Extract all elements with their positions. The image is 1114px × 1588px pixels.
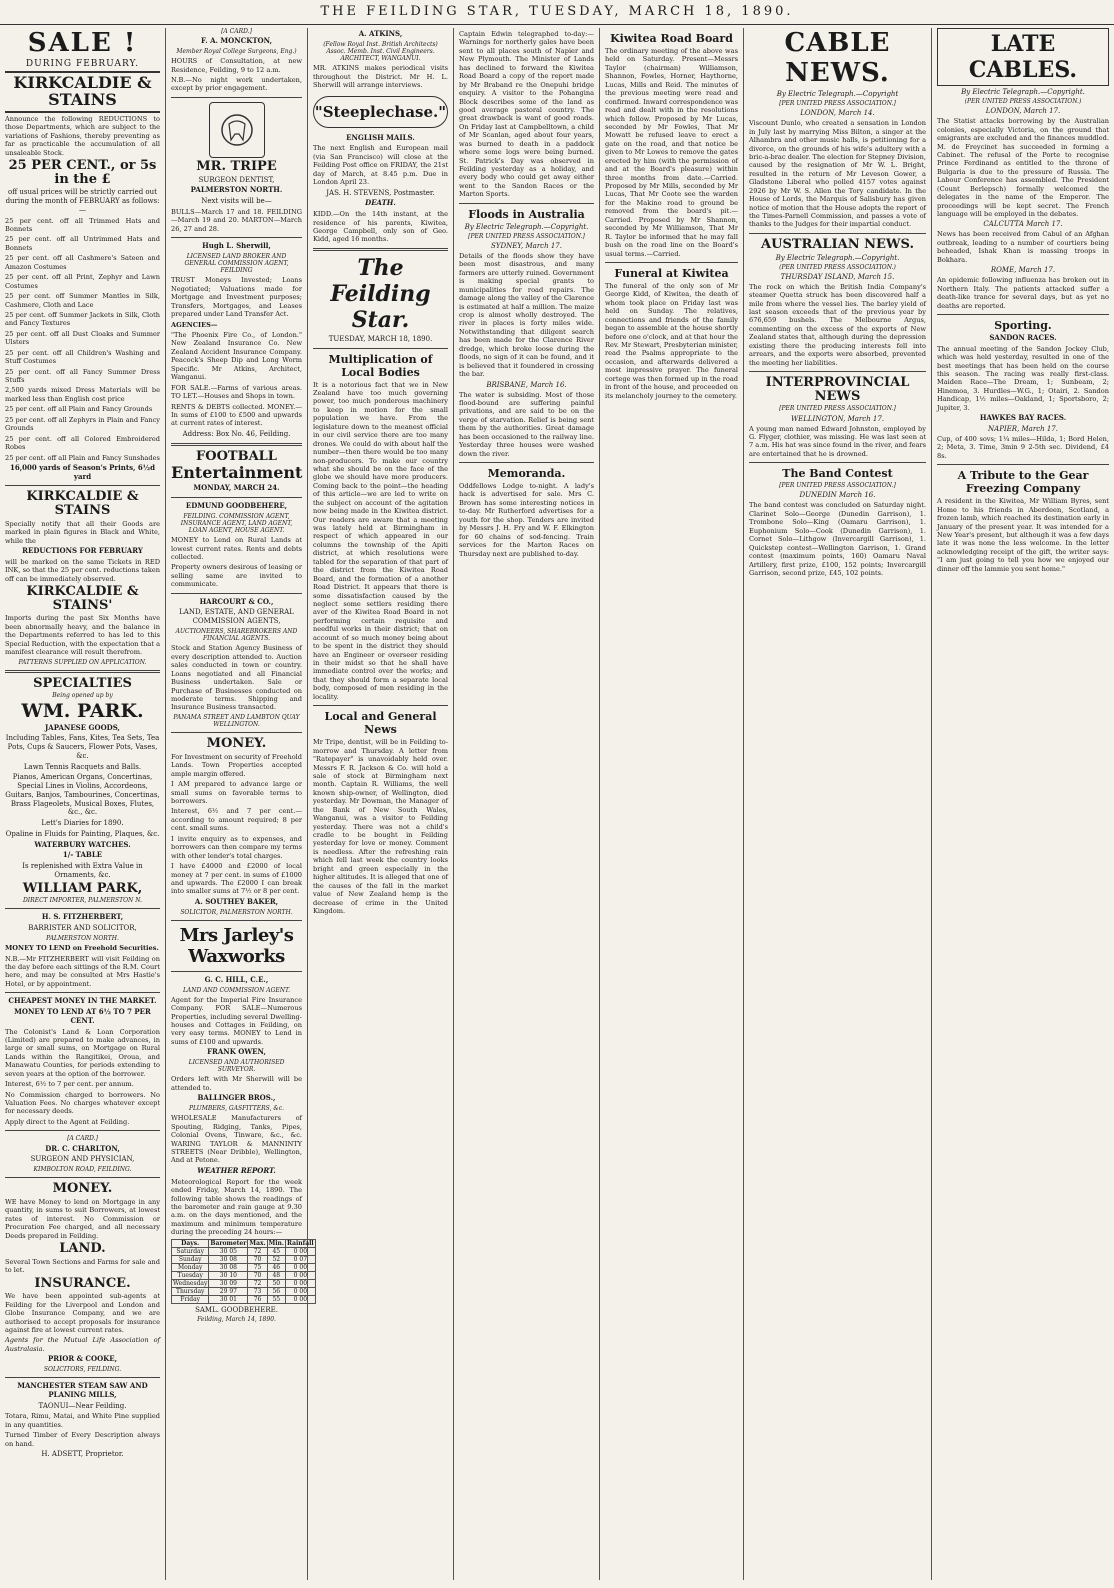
reduction-item: 25 per cent. off all Untrimmed Hats and Bonnets [5, 235, 160, 252]
postmaster-line: JAS. H. STEVENS, Postmaster. [326, 188, 435, 197]
memoranda-body: Oddfellows Lodge to-night. A lady's hack is advertised for sale. Mrs C. Brown has some interesting notices in to-day. Mr Rutherford advertises for a youth for the shop. Tenders are invited by Messrs J. H. Fry and W. F. Elkington for 60 chains of sod-fencing. Train services for the Marton Races on Thursday next are published to-day. [459, 482, 594, 558]
harcourt-sub: AUCTIONEERS, SHAREBROKERS AND FINANCIAL AGENTS. [175, 627, 298, 643]
interest-line: Interest, 6½ to 7 per cent. per annum. [5, 1080, 134, 1089]
lead-article-body: It is a notorious fact that we in New Zealand have too much governing power, too much ponderous machinery to keep in motion for the small population we have. From the legislature down to the meanest official in our civil service there are too many drones. We could do with about half the number—then there would be too many non-producers. To make our country what she should be on the face of the globe we should have more producers. Coming back to the point—the heading of this article—we are led to write on the subject on account of the agitation now being made in the Kiwitea district. Our readers are aware that a meeting was lately held at Birmingham in respect of which appeared in our columns the township of the Apiti district, at which resolutions were tabled for the separation of that part of the district from the Kiwitea Road Board, and the formation of a another Road District. It appears that there is some dissatisfaction caused by the neglect some settlers residing there aver of the Kiwitea Road Board in not performing certain requisite and needful works in their district; that on account of so much money being about to be spent in the district they should have an Engineer or overseer residing in their midst so that he shall have immediate control over the works; and that they should form a separate local body, composed of men residing in the locality. [313, 380, 448, 701]
australian-press: (PER UNITED PRESS ASSOCIATION.) [779, 263, 896, 271]
interprovincial-press: [PER UNITED PRESS ASSOCIATION.] [779, 405, 896, 413]
weather-row [172, 1263, 316, 1271]
late-body: The Statist attacks borrowing by the Australian colonies, especially Victoria, on the ground that emigrants are excluded and the finances muddled. M. de Freycinet has succeeded in forming a Cabinet. The refusal of the Porte to recognise Prince Ferdinand as entitled to the throne of Bulgaria is due to the pressure of Russia. The Labour Conference has assembled. The President (Count Berlepsch) formally welcomed the delegates in the name of the Emperor. The proceedings will be kept secret. The French language will be employed in the debates. [937, 117, 1109, 218]
weather-table [171, 1239, 316, 1304]
kiwitea-body: The ordinary meeting of the above was held on Saturday. Present—Messrs Taylor (chairman) Williamson, Shannon, Fowles, Horner, Haythorne, Lucas, Mills and Reid. The minutes of the previous meeting were read and confirmed. Inward correspondence was read and dealt with in the resolutions which follow. Proposed by Mr Lucas, seconded by Mr Fowles, That Mr Mowatt be refused leave to erect a gate on the road, and that notice be given to Mr Lowes to remove the gates erected by him (with the permission of and at the Board's pleasure) within three months from date.—Carried. Proposed by Mr Mills, seconded by Mr Lucas, That Mr Coote see the warden for the Makino road to ground be removed from the board's pit.—Carried. Proposed by Mr Shannon, seconded by Mr Williamson, That Mr R. Taylor be informed that he may fall bush on the road line on the Board's usual terms.—Carried. [605, 47, 738, 258]
owen-name: FRANK OWEN, [207, 1047, 266, 1057]
sherwill-name: Hugh L. Sherwill, [202, 241, 271, 251]
australian-body: The rock on which the British India Company's steamer Quetta struck has been discovered half a mile from where the vessel lies. The barley yield of last season exceeds that of the previous year by 676,659 bushels. The Melbourne Argus, commenting on the excess of the exports of New Zealand states that, although during the depression existing there the producing interests fell into arrears, and the exports were absorbed, prevented the meeting her liabilities. [749, 282, 926, 367]
rents-line: RENTS & DEBTS collected. MONEY.—In sums of £100 to £500 and upwards at current rates of interest. [171, 402, 302, 428]
reduction-item: 2,500 yards mixed Dress Materials will be marked less than English cost price [5, 386, 160, 403]
sale-title: SALE ! [27, 28, 138, 58]
park-name: WM. PARK. [21, 699, 144, 722]
kirkcaldie-body-3: Imports during the past Six Months have been abnormally heavy, and the balance in the Departments referred to has led to this Special Reduction, with the expectation that a manifest clearance will result therefrom. [5, 614, 161, 657]
weather-row [172, 1279, 316, 1287]
weather-cell: Monday [172, 1263, 209, 1271]
colonist-body: The Colonist's Land & Loan Corporation (Limited) are prepared to make advances, in large or small sums, on Mortgage on Rural Lands within the Rangitikei, Oroua, and Manawatu Counties, for periods extending to seven years at the option of the borrower. [5, 1027, 160, 1078]
weather-cell: 46 [267, 1263, 285, 1271]
weather-cell: 30 08 [209, 1263, 248, 1271]
floods-title: Floods in Australia [468, 207, 585, 221]
william-park: WILLIAM PARK, [22, 880, 143, 896]
atkins-role: (Fellow Royal Inst. British Architects) Assoc. Memb. Inst. Civil Engineers. ARCHITECT, WANGANUI. [323, 40, 438, 63]
hill-role: LAND AND COMMISSION AGENT. [182, 986, 291, 994]
prior-role: SOLICITORS, FEILDING. [43, 1366, 122, 1373]
percent-note: off usual prices will be strictly carried out during the month of FEBRUARY as follows:— [5, 188, 160, 214]
weather-cell: 30 01 [209, 1295, 248, 1303]
fitzherbert-role: BARRISTER AND SOLICITOR, [28, 924, 137, 933]
mails-title: ENGLISH MAILS. [346, 132, 415, 142]
floods-byline: By Electric Telegraph.—Copyright. [464, 222, 589, 231]
for-sale: FOR SALE.—Farms of various areas. TO LET.—Houses and Shops in town. [171, 383, 302, 401]
sporting-title: Sporting. [994, 318, 1052, 332]
kirkcaldie-title-3: KIRKCALDIE & STAINS' [26, 584, 139, 613]
prepared-line: I AM prepared to advance large or small sums on favorable terms to borrowers. [171, 780, 302, 806]
paper-date: TUESDAY, MARCH 18, 1890. [328, 334, 433, 343]
specialties-sub: Being opened up by [52, 692, 113, 700]
patterns-note: PATTERNS SUPPLIED ON APPLICATION. [18, 658, 147, 666]
weather-cell: 29 97 [209, 1287, 248, 1295]
tripe-visits: BULLS—March 17 and 18. FEILDING—March 19 and 20. MARTON—March 26, 27 and 28. [171, 207, 302, 233]
calcutta-body: News has been received from Cabul of an Afghan outbreak, leading to a number of courtiers being beheaded, Ishak Khan is massing troops in Bokhara. [937, 230, 1109, 264]
harcourt-body: Stock and Station Agency Business of every description attended to. Auction sales conducted in town or country. Loans negotiated and all Financial Business undertaken. Sale or Purchase of Businesses conducted on moderate terms. Shipping and Insurance Business transacted. [171, 644, 302, 712]
weather-cell: 30 09 [209, 1279, 248, 1287]
steeplechase-banner: "Steeplechase." [313, 96, 448, 128]
hill-name: G. C. HILL, C.E., [204, 974, 269, 984]
prints-line: 16,000 yards of Season's Prints, 6½d yard [10, 462, 155, 481]
agents-line: Agents for the Mutual Life Association of Australasia. [5, 1336, 160, 1353]
brisbane-dateline: BRISBANE, March 16. [486, 380, 567, 389]
band-dateline: DUNEDIN March 16. [799, 491, 876, 500]
reduction-item: 25 per cent. off all Trimmed Hats and Bonnets [5, 216, 160, 234]
weather-cell: 76 [248, 1295, 267, 1303]
sandon-body: The annual meeting of the Sandon Jockey Club, which was held yesterday, resulted in one of the best meetings that has been held on the course this season. The racing was really first-class. Maiden Race—The Dream, 1; Sunbeam, 2; Hinemoa, 3. Hurdles—W.G., 1; Otairi, 2. Sandon Handicap, 1½ miles—Oakland, 1; Sportsboro, 2; Jupiter, 3. [937, 344, 1109, 412]
australian-dateline: THURSDAY ISLAND, March 15. [780, 272, 895, 281]
mails-body: The next English and European mail (via San Francisco) will close at the Feilding Post office on FRIDAY, the 21st day of March, at 8.45 p.m. Due in London April 23. [313, 144, 448, 187]
football-title: FOOTBALL [196, 448, 277, 464]
weather-cell: 0 00 [286, 1279, 316, 1287]
weather-cell: 0 00 [286, 1287, 316, 1295]
weather-cell: 45 [267, 1247, 285, 1255]
australian-byline: By Electric Telegraph.—Copyright. [775, 253, 900, 262]
entertainment-title: Entertainment [171, 463, 303, 483]
reduction-item: 25 per cent. off Summer Jackets in Silk, Cloth and Fancy Textures [5, 310, 160, 328]
goodbehere-role: FEILDING. COMMISSION AGENT, INSURANCE AGENT, LAND AGENT, LOAN AGENT, HOUSE AGENT. [180, 512, 293, 534]
insurance-title: INSURANCE. [34, 1275, 131, 1291]
fitzherbert-place: PALMERSTON NORTH. [46, 934, 119, 942]
reduction-item: 25 per cent. off all Cashmere's Sateen and Amazon Costumes [5, 254, 160, 271]
charlton-name: DR. C. CHARLTON, [45, 1143, 120, 1153]
column-2 [166, 28, 314, 1580]
hours-line: HOURS of Consultation, at new Residence, Feilding, 9 to 12 a.m. [171, 57, 302, 74]
weather-cell: 75 [248, 1263, 267, 1271]
death-title: DEATH. [365, 198, 396, 208]
cheapest-money: CHEAPEST MONEY IN THE MARKET. [8, 996, 157, 1006]
column-3 [308, 28, 454, 1580]
lawn-line: Lawn Tennis Racquets and Balls. [23, 762, 142, 771]
diaries-line: Lett's Diaries for 1890. [41, 819, 124, 828]
agencies-label: AGENCIES— [171, 320, 218, 329]
japanese-body: Including Tables, Fans, Kites, Tea Sets, Tea Pots, Cups & Saucers, Flower Pots, Vases, &c. [5, 734, 160, 760]
band-title: The Band Contest [782, 467, 893, 481]
invite-line: I invite enquiry as to expenses, and borrowers can then compare my terms with other lender's total charges. [171, 834, 302, 860]
weather-date: Feilding, March 14, 1890. [197, 1316, 276, 1324]
reduction-item: 25 per cent. off all Dust Cloaks and Summer Ulsters [5, 329, 160, 347]
australian-title: AUSTRALIAN NEWS. [761, 236, 914, 252]
harcourt-name: HARCOURT & CO., [199, 596, 274, 606]
moncton-name: F. A. MONCKTON, [200, 36, 273, 46]
weather-row [172, 1271, 316, 1279]
kirkcaldie-title: KIRKCALDIE & STAINS [5, 71, 160, 113]
money-body: WE have Money to lend on Mortgage in any quantity, in sums to suit Borrowers, at lowest rates of interest. No Commission or Procuration Fee charged, and all necessary Deeds prepared in Feilding. [5, 1197, 160, 1240]
goodbehere-body: MONEY to Lend on Rural Lands at lowest current rates. Rents and debts collected. [171, 536, 302, 561]
kirkcaldie-intro: Announce the following REDUCTIONS to those Departments, which are subject to the variations of Fashions, thereby preventing as far as practicable the accumulation of all unsaleable Stock. [5, 114, 160, 157]
lead-article-title: Multiplication of Local Bodies [328, 352, 433, 379]
dental-emblem-icon [209, 102, 265, 158]
tripe-visit: Next visits will be— [201, 197, 272, 206]
weather-cell: 50 [267, 1279, 285, 1287]
late-byline: By Electric Telegraph.—Copyright. [961, 88, 1085, 96]
death-body: KIDD.—On the 14th instant, at the residence of his parents, Kiwitea, George Campbell, only son of Geo. Kidd, aged 16 months. [313, 210, 448, 244]
floods-dateline: SYDNEY, March 17. [491, 241, 562, 250]
no-commission: No Commission charged to borrowers. No Valuation Fees. No charges whatever except for necessary deeds. [5, 1090, 160, 1116]
floods-press: [PER UNITED PRESS ASSOCIATION.] [468, 232, 585, 240]
band-press: [PER UNITED PRESS ASSOCIATION.] [779, 482, 896, 490]
reduction-item: 25 per cent. off all Plain and Fancy Sunshades [5, 453, 160, 462]
sherwill-role: LICENSED LAND BROKER AND GENERAL COMMISSION AGENT, FEILDING [184, 252, 289, 275]
weather-cell: 56 [267, 1287, 285, 1295]
rome-dateline: ROME, March 17. [990, 266, 1056, 275]
reduction-item: 25 per cent. off Summer Mantles in Silk, Cashmere, Cloth and Lace [5, 292, 160, 309]
charlton-place: KIMBOLTON ROAD, FEILDING. [33, 1166, 132, 1174]
japanese-title: JAPANESE GOODS, [45, 722, 120, 732]
land-body: Several Town Sections and Farms for sale and to let. [5, 1257, 160, 1275]
jarley-waxworks: Mrs Jarley's Waxworks [179, 924, 294, 967]
tribute-title: A Tribute to the Gear Freezing Company [957, 469, 1089, 496]
late-dateline: LONDON, March 17. [985, 107, 1061, 116]
brisbane-body: The water is subsiding. Most of those flood-bound are suffering painful privations, and are said to be on the verge of starvation. Relief is being sent them by the authorities. Great damage has been occasioned to the railway line. Yesterday three houses were washed down the river. [459, 390, 594, 458]
reductions-label: REDUCTIONS FOR FEBRUARY [22, 546, 143, 556]
weather-cell: 73 [248, 1287, 267, 1295]
weather-body: Meteorological Report for the week ended Friday, March 14, 1890. The following table shows the readings of the barometer and rain gauge at 9.30 a.m. on the days mentioned, and the maximum and minimum temperature during the preceding 24 hours:— [171, 1177, 302, 1237]
reduction-item: 25 per cent. off all Print, Zephyr and Lawn Costumes [5, 273, 160, 290]
adsett-line: H. ADSETT, Proprietor. [41, 1450, 124, 1459]
weather-cell: 70 [248, 1271, 267, 1279]
insurance-body: We have been appointed sub-agents at Feilding for the Liverpool and London and Globe Insurance Company, and we are authorised to accept proposals for insurance against fire at lowest current rates. [5, 1292, 160, 1334]
hawkes-title: HAWKES BAY RACES. [979, 413, 1067, 423]
charlton-role: SURGEON AND PHYSICIAN, [30, 1155, 135, 1164]
weather-title: WEATHER REPORT. [197, 1165, 276, 1175]
kirkcaldie-body-2: Specially notify that all their Goods are marked in plain figures in Black and White, while the [5, 519, 160, 545]
owen-role: LICENSED AND AUTHORISED SURVEYOR. [188, 1059, 285, 1074]
weather-sign: SAML. GOODBEHERE. [195, 1305, 278, 1314]
reduction-item: 25 per cent. off all Plain and Fancy Grounds [5, 405, 153, 414]
money-lend: MONEY TO LEND on Freehold Securities. [5, 944, 159, 953]
pianos-line: Pianos, American Organs, Concertinas, Special Lines in Violins, Accordeons, Guitars, Banjos, Tambourines, Concertinas, Brass Flageolets, Musical Boxes, Flutes, &c., &c. [5, 773, 160, 817]
interprovincial-body: A young man named Edward Johnston, employed by G. Flyger, clothier, was missing. He was last seen at 7 a.m. His hat was since found in the river, and fears are entertained that he is drowned. [749, 424, 926, 458]
harcourt-role: LAND, ESTATE, AND GENERAL COMMISSION AGENTS, [179, 608, 294, 626]
weather-row [172, 1287, 316, 1295]
column-1 [0, 28, 166, 1580]
weather-header-cell: Barometer [210, 1239, 247, 1247]
apply-line: Apply direct to the Agent at Feilding. [5, 1117, 130, 1126]
entertainment-date: MONDAY, MARCH 24. [193, 483, 280, 493]
rome-body: An epidemic following influenza has broken out in Northern Italy. The patients attacked suffer a death-like trance for several days, but as yet no deaths are reported. [937, 276, 1109, 310]
weather-cell: 52 [267, 1255, 285, 1263]
floods-body: Details of the floods show they have been most disastrous, and many farmers are utterly ruined. Government is making special grants to municipalities for road repairs. The damage along the valley of the Clarence is estimated at half a million. The maize crop is almost wholly destroyed. The river in places is forty miles wide. Notwithstanding that diligent search has been made for the Clarence River dredge, which broke loose during the floods, no sign of it can be found, and it is believed that it foundered in crossing the bar. [459, 251, 595, 379]
interest-line-2: Interest, 6½ and 7 per cent.—according to amount required; 8 per cent. small sums. [171, 807, 302, 833]
reduction-item: 25 per cent. off all Children's Washing and Stuff Costumes [5, 348, 160, 366]
hawkes-body: Cup, of 400 sovs; 1¼ miles—Hilda, 1; Bord Helen, 2; Meta, 3. Time, 3min 9 2-5th sec. Dividend, £4 8s. [937, 434, 1109, 460]
atkins-body: MR. ATKINS makes periodical visits throughout the District. Mr H. L. Sherwill will arrange interviews. [313, 64, 448, 90]
hawkes-dateline: NAPIER, March 17. [988, 424, 1058, 433]
funeral-title: Funeral at Kiwitea [614, 266, 729, 280]
percent-headline: 25 PER CENT., or 5s in the £ [8, 158, 157, 187]
money-title-2: MONEY. [206, 736, 267, 752]
weather-header-cell: Min. [268, 1239, 284, 1247]
cable-body: Viscount Dunlo, who created a sensation in London in July last by marrying Miss Bilton, a singer at the Alhambra and other music halls, is petitioning for a divorce, on the grounds of his wife's adultery with a bric-a-brac dealer. The election for Stepney Division, caused by the resignation of Mr W. L. Bright, resulted in the return of Mr Leveson Gower, a Gladstone Liberal who polled 4157 votes against 2926 by Mr W. S. Allen the Tory candidate. In the House of Lords, the Marquis of Salisbury has given notice of motion that the House adopts the report of the Times-Parnell Commission, and passes a vote of thanks to the Judges for their impartial conduct. [749, 119, 926, 229]
weather-cell: 0 00 [286, 1271, 316, 1279]
masthead: THE FEILDING STAR, TUESDAY, MARCH 18, 1890. [0, 4, 1114, 25]
ballinger-role: PLUMBERS, GASFITTERS, &c. [188, 1105, 284, 1113]
money-body-2: For Investment on security of Freehold Lands. Town Properties accepted ample margin offered. [171, 752, 302, 778]
weather-row [172, 1295, 316, 1303]
column-7 [932, 28, 1114, 1580]
weather-header-row [172, 1239, 316, 1247]
hill-body: Agent for the Imperial Fire Insurance Company. FOR SALE—Numerous Properties, including several Dwelling-houses and Cottages in Feilding, on very easy terms. MONEY to Lend in sums of £100 and upwards. [171, 995, 302, 1046]
tribute-body: A resident in the Kiwitea, Mr William Byres, sent Home to his friends in Aberdeen, Scotland, a frozen lamb, which reached its destination early in January of the present year. It was intended for a New Year's present, but although it was a few days late it was none the less welcome. In the letter acknowledging receipt of the gift, the writer says: "I am just going to tell you how we enjoyed our dinner off the lammie you sent home." [937, 497, 1109, 573]
cable-press: [PER UNITED PRESS ASSOCIATION.] [779, 100, 896, 107]
specialties-title: SPECIALTIES [33, 675, 132, 691]
weather-cell: Saturday [172, 1247, 209, 1255]
column-6 [744, 28, 932, 1580]
reduction-list [5, 217, 160, 462]
ballinger-body: WHOLESALE Manufacturers of Spouting, Ridging, Tanks, Pipes, Colonial Ovens, Tinware, &c., &c. WARING TAYLOR & MANNINTY STREETS (Near Dribble), Wellington, And at Petone. [171, 1114, 302, 1165]
tripe-role: SURGEON DENTIST, [198, 175, 275, 184]
weather-cell: 30 05 [209, 1247, 248, 1255]
direct-importer: DIRECT IMPORTER, PALMERSTON N. [23, 897, 142, 905]
weather-row [172, 1255, 316, 1263]
charlton-card: [A CARD.] [67, 1135, 98, 1143]
kiwitea-title: Kiwitea Road Board [610, 32, 733, 45]
weather-cell: 72 [248, 1279, 267, 1287]
interprovincial-dateline: WELLINGTON, March 17. [790, 414, 885, 423]
weather-cell: 30 08 [209, 1255, 248, 1263]
property-line: Property owners desirous of leasing or selling same are invited to communicate. [171, 563, 302, 589]
moncton-role: Member Royal College Surgeons, Eng.) [176, 47, 297, 55]
weather-cell: Tuesday [172, 1271, 209, 1279]
trust-body: TRUST Moneys Invested; Loans Negotiated; Valuations made for Mortgage and Investment purposes; Transfers, Mortgages, and Leases prepared under Land Transfer Act. [171, 276, 302, 319]
cable-dateline: LONDON, March 14. [800, 109, 875, 118]
totara-line: Totara, Rimu, Matai, and White Pine supplied in any quantities. [5, 1412, 160, 1429]
sandon-title: SANDON RACES. [989, 332, 1057, 342]
reduction-item: 25 per cent. off all Zephyrs in Plain and Fancy Grounds [5, 415, 160, 433]
fitzherbert-note: N.B.—Mr FITZHERBERT will visit Feilding on the day before each sittings of the R.M. Court here, and may be consulted at Mrs Hastie's Hotel, or by appointment. [5, 954, 160, 988]
weather-cell: Thursday [172, 1287, 209, 1295]
weather-row [172, 1247, 316, 1255]
late-cables-title: LATE CABLES. [937, 28, 1109, 86]
weather-cell: 72 [248, 1247, 267, 1255]
land-title: LAND. [59, 1241, 106, 1257]
prior-name: PRIOR & COOKE, [47, 1354, 118, 1364]
owen-body: Orders left with Mr Sherwill will be attended to. [171, 1075, 302, 1092]
calcutta-dateline: CALCUTTA March 17. [983, 220, 1063, 229]
cable-byline: By Electric Telegraph.—Copyright [776, 90, 899, 98]
turned-line: Turned Timber of Every Description always on hand. [5, 1431, 160, 1448]
tripe-name: MR. TRIPE [196, 158, 277, 174]
atkins-head: A. ATKINS, [358, 29, 403, 38]
sawmill-place: TAONUI—Near Feilding. [38, 1401, 127, 1410]
waterbury-line: WATERBURY WATCHES. [34, 839, 131, 849]
paper-title: The Feilding Star. [330, 254, 431, 333]
weather-cell: 0 07 [286, 1255, 316, 1263]
harcourt-address: PANAMA STREET AND LAMBTON QUAY WELLINGTON. [173, 713, 300, 729]
agencies-list: "The Phoenix Fire Co., of London." New Zealand Insurance Co. New Zealand Accident Insurance Company. Peacock's Sheep Dip and Long Worm Specific. Mr Atkins, Architect, Wanganui. [171, 331, 302, 382]
weather-cell: 0 00 [286, 1247, 316, 1255]
lend-rate: MONEY TO LEND AT 6½ TO 7 PER CENT. [14, 1007, 151, 1025]
weather-cell: Friday [172, 1295, 209, 1303]
southey-role: SOLICITOR, PALMERSTON NORTH. [180, 908, 293, 916]
moncton-card: [A CARD.] [221, 28, 252, 35]
sale-subtitle: DURING FEBRUARY. [25, 59, 140, 70]
reduction-item: 25 per cent. off all Fancy Summer Dress Stuffs [5, 367, 160, 385]
weather-cell: 0 00 [286, 1295, 316, 1303]
tripe-place: PALMERSTON NORTH. [190, 185, 283, 195]
sawmill-title: MANCHESTER STEAM SAW AND PLANING MILLS, [17, 1381, 148, 1399]
weather-cell: Sunday [172, 1255, 209, 1263]
opaline-line: Opaline in Fluids for Painting, Plaques, &c. [5, 829, 160, 838]
reduction-item: 25 per cent. off all Colored Embroidered Robes [5, 434, 160, 452]
weather-header-cell: Days. [172, 1239, 209, 1247]
kirkcaldie-title-2: KIRKCALDIE & STAINS [26, 489, 139, 519]
kirkcaldie-tail: will be marked on the same Tickets in RED INK, so that the 25 per cent. reductions taken off can be immediately observed. [5, 557, 160, 583]
news-continued: Captain Edwin telegraphed to-day:—Warnings for northerly gales have been sent to all places south of Napier and New Plymouth. The Minister of Lands has declined to forward the Kiwitea Road Board a copy of the report made by Mr Braband re the Onepuhi bridge enquiry. A visitor to the Pohangina Block describes some of the land as good average pastoral country. The great drawback is want of good roads. On Friday last at Campbelltown, a child of Mr Scanlan, aged about four years, was burned to death in a paddock where some logs were being burned. St. Patrick's Day was observed in Feilding yesterday as a holiday, and every body who could get away either went to the Sandon Races or the Marton Sports. [459, 30, 594, 199]
weather-header-cell: Rainfall [287, 1239, 314, 1247]
goodbehere-name: EDMUND GOODBEHERE, [185, 500, 288, 510]
local-news-body: Mr Tripe, dentist, will be in Feilding to-morrow and Thursday. A letter from "Ratepayer" is unavoidably held over. Messrs F. R. Jackson & Co. will hold a sale of stock at Birmingham next month. Captain R. Williams, the well known ship-owner, of Wellington, died yesterday. Mr Dowman, the Manager of the Bank of New South Wales, Wanganui, was a visitor to Feilding yesterday. There was not a child's cradle to be bought in Feilding yesterday for love or money. Comment is needless. After the refreshing rain which fell last week the country looks bright and green especially in the higher altitudes. It is alleged that one of the causes of the fall in the market value of New Zealand hemp is the decrease of crime in the United Kingdom. [313, 738, 448, 915]
weather-cell: Wednesday [173, 1279, 208, 1287]
table-line: 1/- TABLE [62, 850, 103, 860]
southey-name: A. SOUTHEY BAKER, [194, 896, 279, 906]
band-body: The band contest was concluded on Saturday night. Clarinet Solo—George (Dunedin Garrison), 1. Trombone Solo—King (Oamaru Garrison), 1. Euphonium Solo—Cook (Dunedin Garrison), 1. Cornet Solo—Lithgow (Invercargill Garrison), 1. Quickstep contest—Wellington Garrison, 1. Grand contest (maximum points, 160) Oamaru Naval Artillery, first prize, £100, 152 points; Invercargill Garrison, second prize, £45, 102 points. [749, 501, 926, 577]
local-news-title: Local and General News [324, 710, 437, 737]
interprovincial-title: INTERPROVINCIAL NEWS [765, 375, 910, 404]
cable-news-title: CABLE NEWS. [784, 28, 891, 88]
funeral-body: The funeral of the only son of Mr George Kidd, of Kiwitea, the death of whom took place on Friday last was held on Sunday. The relatives, connections and friends of the family began to assemble at the house shortly before one o'clock, and at that hour the Rev. Mr Stewart, Presbyterian minister, read the Psalms appropriate to the occasion, and afterwards delivered a most impressive prayer. The funeral cortege was then formed up in the road in front of the house, and proceeded on its melancholy journey to the cemetery. [605, 281, 738, 400]
fitzherbert-name: H. S. FITZHERBERT, [41, 912, 124, 922]
have-line: I have £4000 and £2000 of local money at 7 per cent. in sums of £1000 and upwards. The £2000 I can break into smaller sums at 7½ or 8 per cent. [171, 862, 302, 896]
table-note: Is replenished with Extra Value in Ornaments, &c. [22, 862, 143, 879]
nb-line: N.B.—No night work undertaken, except by prior engagement. [171, 76, 302, 93]
weather-cell: 0 00 [286, 1263, 316, 1271]
ballinger-name: BALLINGER BROS., [197, 1093, 276, 1103]
column-5 [600, 28, 744, 1580]
memoranda-title: Memoranda. [487, 467, 566, 480]
weather-cell: 30 10 [209, 1271, 248, 1279]
weather-header-cell: Max. [249, 1239, 266, 1247]
address-line: Address: Box No. 46, Feilding. [182, 429, 291, 438]
weather-cell: 48 [267, 1271, 285, 1279]
column-4 [454, 28, 600, 1580]
late-press: (PER UNITED PRESS ASSOCIATION.) [964, 98, 1082, 105]
weather-cell: 55 [267, 1295, 285, 1303]
weather-cell: 70 [248, 1255, 267, 1263]
money-title: MONEY. [52, 1181, 113, 1197]
